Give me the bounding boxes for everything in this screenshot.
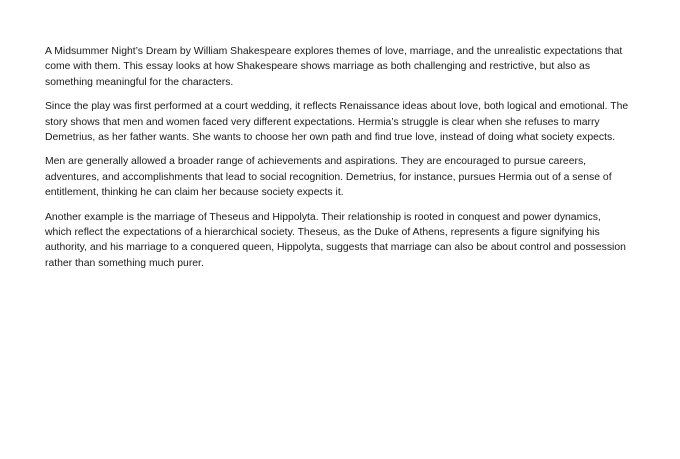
paragraph-line: story shows that men and women faced very different expectations. Hermia’s struggle is clear when she refuses to marry	[45, 116, 600, 128]
paragraph-line: authority, and his marriage to a conquered queen, Hippolyta, suggests that marriage can also be about control and possession	[45, 242, 626, 254]
paragraph-line: which reflect the expectations of a hierarchical society. Theseus, as the Duke of Athens, represents a figure signifying his	[45, 227, 600, 239]
paragraph-line: Since the play was first performed at a court wedding, it reflects Renaissance ideas about love, both logical and emotional. The	[45, 101, 629, 113]
paragraph-line: Another example is the marriage of Theseus and Hippolyta. Their relationship is rooted in conquest and power dynamics,	[45, 211, 601, 223]
paragraph-line: adventures, and accomplishments that lead to social recognition. Demetrius, for instance, pursues Hermia out of a sense of	[45, 171, 612, 183]
paragraph-line: Demetrius, as her father wants. She wants to choose her own path and find true love, instead of doing what society expects.	[45, 132, 616, 144]
paragraph-renaissance	[45, 99, 645, 145]
paragraph-intro	[45, 44, 645, 90]
paragraph-line: entitlement, thinking he can claim her because society expects it.	[45, 187, 344, 199]
document-body	[45, 44, 645, 280]
paragraph-line: Men are generally allowed a broader range of achievements and aspirations. They are encouraged to pursue careers,	[45, 156, 587, 168]
paragraph-line: something meaningful for the characters.	[45, 76, 234, 88]
paragraph-line: rather than something much purer.	[45, 257, 204, 269]
paragraph-line: A Midsummer Night’s Dream by William Shakespeare explores themes of love, marriage, and the unrealistic expectations that	[45, 46, 623, 57]
paragraph-theseus	[45, 210, 645, 272]
paragraph-men	[45, 154, 645, 200]
paragraph-line: come with them. This essay looks at how Shakespeare shows marriage as both challenging and restrictive, but also as	[45, 61, 591, 73]
